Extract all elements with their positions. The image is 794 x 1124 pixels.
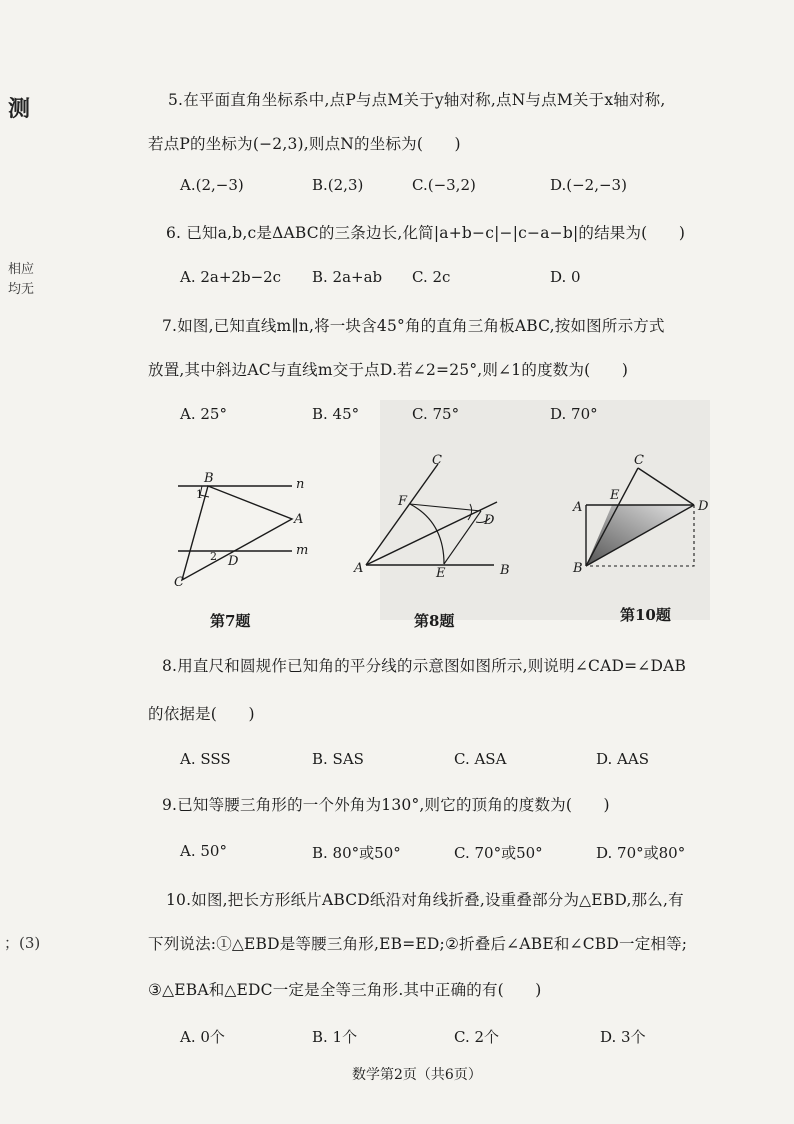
fig8-label-a: A (354, 561, 364, 576)
fig8-label-f: F (398, 494, 408, 509)
q10-option-b: B. 1个 (312, 1028, 358, 1046)
fig8-bisector-ad (366, 502, 497, 565)
fig7-angle-1: 1 (196, 488, 203, 501)
fig10-label-e: E (610, 488, 620, 503)
fig10-label-d: D (698, 499, 709, 514)
q8-option-a: A. SSS (180, 750, 231, 768)
q10-option-d: D. 3个 (600, 1028, 646, 1046)
fig7-caption: 第7题 (210, 612, 251, 630)
q9-line1: 9.已知等腰三角形的一个外角为130°,则它的顶角的度数为( ) (162, 796, 610, 814)
fig8-arc-ef (410, 504, 444, 564)
page-footer: 数学第2页（共6页） (352, 1067, 482, 1083)
q7-option-b: B. 45° (312, 405, 360, 423)
q5-option-a: A.(2,−3) (180, 176, 244, 194)
q9-option-b: B. 80°或50° (312, 844, 401, 862)
q6-line1: 6. 已知a,b,c是ΔABC的三条边长,化简|a+b−c|−|c−a−b|的结果为( ) (166, 224, 686, 242)
fig8-label-e: E (436, 566, 446, 580)
fig10-label-b: B (573, 561, 583, 576)
q6-option-b: B. 2a+ab (312, 268, 383, 286)
fig8-arc-mark-1 (468, 504, 472, 520)
q5-line2: 若点P的坐标为(−2,3),则点N的坐标为( ) (148, 135, 461, 153)
q5-line1: 5.在平面直角坐标系中,点P与点M关于y轴对称,点N与点M关于x轴对称, (168, 91, 666, 109)
fig7-angle-2: 2 (210, 550, 217, 563)
margin-fragment-line1: 相应 (8, 262, 35, 277)
fig10-caption: 第10题 (620, 606, 671, 624)
q10-line2: 下列说法:①△EBD是等腰三角形,EB=ED;②折叠后∠ABE和∠CBD一定相等; (148, 935, 688, 953)
fig7-label-n: n (296, 477, 305, 492)
fig10-folded-side-cd (638, 468, 694, 505)
q5-option-d: D.(−2,−3) (550, 176, 627, 194)
q5-option-b: B.(2,3) (312, 176, 364, 194)
q9-option-a: A. 50° (180, 842, 227, 860)
fig8-ray-ac (366, 464, 438, 565)
fig7-label-a: A (294, 512, 304, 527)
q10-line1: 10.如图,把长方形纸片ABCD纸沿对角线折叠,设重叠部分为△EBD,那么,有 (166, 891, 684, 909)
figure-8 (352, 450, 522, 580)
fig10-label-c: C (634, 453, 644, 468)
figure-10 (568, 452, 728, 582)
fig8-label-b: B (500, 563, 510, 578)
fig8-label-c: C (432, 453, 442, 468)
fig8-caption: 第8题 (414, 612, 455, 630)
margin-fragment-line2: 均无 (8, 282, 35, 297)
q6-option-c: C. 2c (412, 268, 451, 286)
q8-option-b: B. SAS (312, 750, 364, 768)
q7-line2: 放置,其中斜边AC与直线m交于点D.若∠2=25°,则∠1的度数为( ) (148, 361, 629, 379)
q8-option-c: C. ASA (454, 750, 507, 768)
q5-option-c: C.(−3,2) (412, 176, 476, 194)
q7-line1: 7.如图,已知直线m∥n,将一块含45°角的直角三角板ABC,按如图所示方式 (162, 317, 665, 335)
fig7-label-b: B (204, 471, 214, 486)
margin-fragment-top: 测 (8, 96, 31, 122)
fig10-label-a: A (573, 500, 583, 515)
margin-fragment-bottom: ；(3) (4, 934, 41, 952)
fig8-label-d: D (484, 513, 495, 528)
q6-option-a: A. 2a+2b−2c (180, 268, 282, 286)
q9-option-d: D. 70°或80° (596, 844, 686, 862)
q7-option-d: D. 70° (550, 405, 598, 423)
q7-option-c: C. 75° (412, 405, 460, 423)
figure-7 (170, 468, 350, 588)
q8-option-d: D. AAS (596, 750, 649, 768)
q6-option-d: D. 0 (550, 268, 581, 286)
q8-line1: 8.用直尺和圆规作已知角的平分线的示意图如图所示,则说明∠CAD=∠DAB (162, 657, 687, 675)
q7-option-a: A. 25° (180, 405, 227, 423)
fig7-label-c: C (174, 575, 184, 588)
q9-option-c: C. 70°或50° (454, 844, 543, 862)
q8-line2: 的依据是( ) (148, 705, 255, 723)
q10-option-c: C. 2个 (454, 1028, 500, 1046)
fig7-label-m: m (296, 543, 309, 558)
q10-line3: ③△EBA和△EDC一定是全等三角形.其中正确的有( ) (148, 981, 542, 999)
fig7-label-d: D (228, 554, 239, 569)
q10-option-a: A. 0个 (180, 1028, 225, 1046)
